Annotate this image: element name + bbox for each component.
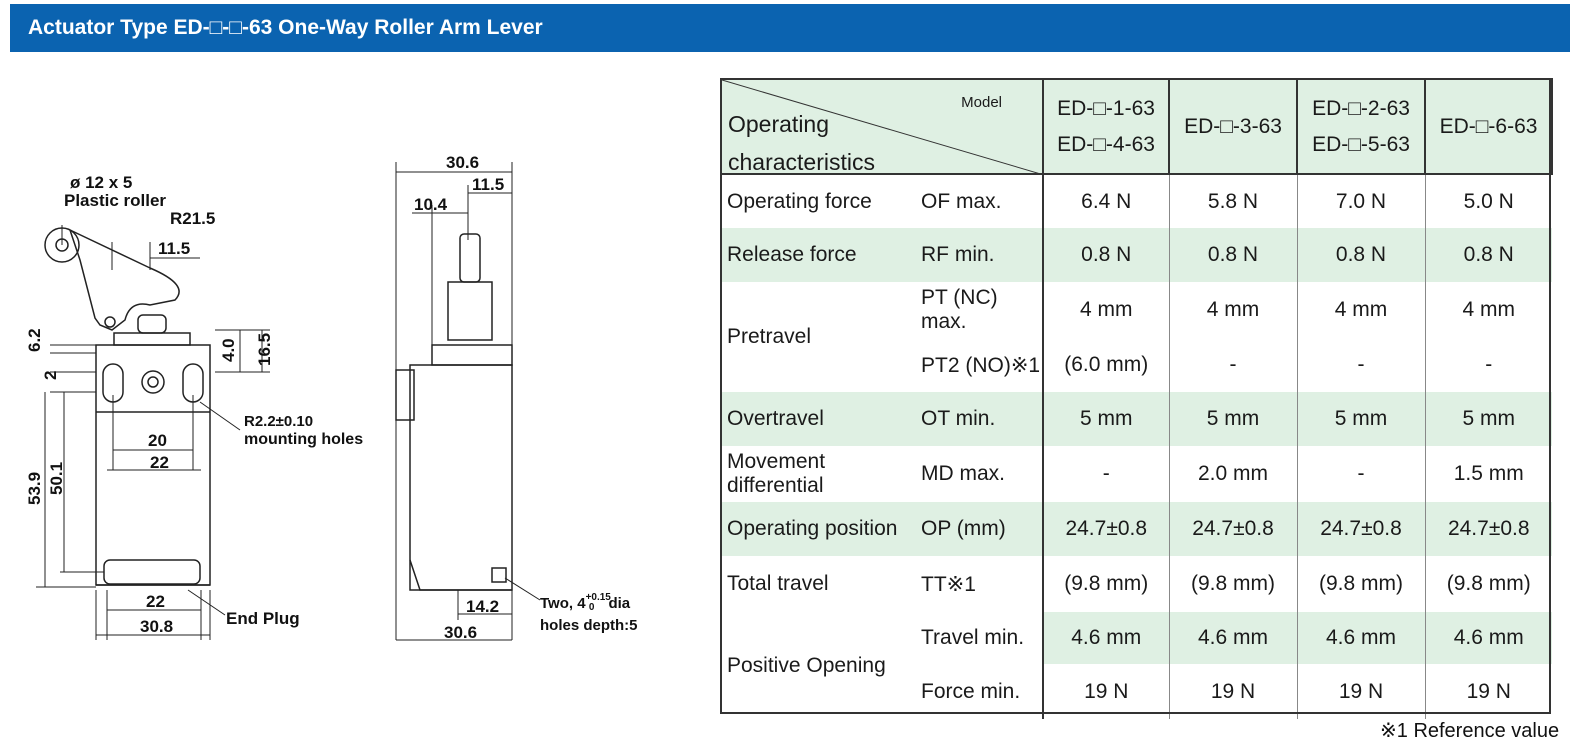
cell-value: -: [1043, 446, 1169, 502]
cell-value: (9.8 mm): [1169, 556, 1297, 612]
row-sublabel: RF min.: [921, 243, 995, 266]
cell-value: 0.8 N: [1169, 228, 1297, 282]
cell-value: 24.7±0.8: [1425, 502, 1552, 556]
row-label: Operating position: [727, 517, 898, 540]
cell-value: 19 N: [1169, 664, 1297, 719]
cell-value: 6.4 N: [1043, 174, 1169, 228]
side-view: [396, 234, 512, 590]
cell-value: 1.5 mm: [1425, 446, 1552, 502]
row-label: Positive Opening: [727, 653, 886, 677]
model-header-2: [1169, 79, 1297, 174]
mount-label: R2.2±0.10: [244, 413, 314, 430]
cell-value: 4.6 mm: [1297, 612, 1425, 664]
dim-30-8: 30.8: [140, 617, 174, 636]
row-sublabel: Force min.: [921, 679, 1021, 703]
row-label: Release force: [727, 243, 857, 266]
footnote: ※1 Reference value: [1380, 720, 1560, 742]
cell-value: -: [1425, 338, 1552, 392]
dim-14-2: 14.2: [466, 597, 500, 616]
cell-value: 4 mm: [1425, 282, 1552, 338]
cell-value: -: [1297, 338, 1425, 392]
dim-20: 20: [148, 431, 167, 450]
dim-6-2: 6.2: [25, 328, 44, 352]
cell-value: 0.8 N: [1043, 228, 1169, 282]
cell-value: 5.0 N: [1425, 174, 1552, 228]
holes-tol-zero: 0: [588, 602, 595, 613]
row-sublabel: PT (NC) max.: [921, 286, 998, 333]
model-2-line1: ED-□-3-63: [1184, 114, 1282, 138]
dim-11-5-side: 11.5: [472, 175, 505, 194]
cell-value: 7.0 N: [1297, 174, 1425, 228]
row-label: Total travel: [727, 572, 829, 595]
cell-value: -: [1297, 446, 1425, 502]
table-row: [721, 282, 1552, 338]
cell-value: 5 mm: [1169, 392, 1297, 446]
dim-53-9: 53.9: [25, 471, 44, 505]
dim-22-lower: 22: [146, 592, 165, 611]
corner-model-label: Model: [961, 94, 1002, 111]
dim-16-5: 16.5: [255, 332, 274, 366]
row-sublabel: PT2 (NO)※1: [921, 353, 1041, 377]
holes-tol-plus: +0.15: [585, 592, 611, 603]
front-view: [45, 228, 210, 585]
roller-label: ø 12 x 5: [70, 173, 133, 192]
table-row: [721, 392, 1552, 446]
table-corner-cell: [721, 79, 1043, 174]
table-row: [721, 228, 1552, 282]
cell-value: 19 N: [1297, 664, 1425, 719]
table-row: [721, 174, 1552, 228]
radius-label: R21.5: [170, 209, 216, 228]
drawing-labels: [25, 153, 638, 642]
model-3-line1: ED-□-2-63: [1312, 96, 1410, 120]
table-row: [721, 556, 1552, 612]
operating-characteristics-table: [720, 78, 1553, 719]
table-row: [721, 502, 1552, 556]
dim-4-0: 4.0: [219, 338, 238, 362]
section-title: Actuator Type ED-□-□-63 One-Way Roller Arm Lever: [28, 16, 543, 39]
model-3-line2: ED-□-5-63: [1312, 132, 1410, 156]
row-label: Operating force: [727, 189, 872, 213]
roller-label-2: Plastic roller: [64, 191, 167, 210]
holes-label: [540, 592, 631, 613]
cell-value: (9.8 mm): [1043, 556, 1169, 612]
dimension-drawing: [0, 60, 700, 660]
cell-value: (9.8 mm): [1425, 556, 1552, 612]
cell-value: 24.7±0.8: [1297, 502, 1425, 556]
section-header: [10, 4, 1570, 52]
cell-value: 4 mm: [1169, 282, 1297, 338]
cell-value: -: [1169, 338, 1297, 392]
dim-50-1: 50.1: [47, 461, 66, 495]
model-header-4: [1425, 79, 1552, 174]
corner-op-line2: characteristics: [728, 149, 875, 175]
row-sublabel: OP (mm): [921, 517, 1006, 540]
cell-value: 19 N: [1425, 664, 1552, 719]
dim-11-5-front: 11.5: [158, 239, 191, 258]
cell-value: 4.6 mm: [1425, 612, 1552, 664]
row-sublabel: OT min.: [921, 407, 996, 430]
row-sublabel: Travel min.: [921, 626, 1025, 649]
cell-value: 0.8 N: [1425, 228, 1552, 282]
cell-value: 5 mm: [1425, 392, 1552, 446]
cell-value: 4 mm: [1043, 282, 1169, 338]
model-1-line1: ED-□-1-63: [1057, 96, 1155, 120]
model-header-1: [1043, 79, 1169, 174]
cell-value: (6.0 mm): [1043, 338, 1169, 392]
holes-label-2: holes depth:5: [540, 617, 638, 634]
cell-value: 4.6 mm: [1043, 612, 1169, 664]
end-plug-label: End Plug: [226, 609, 300, 628]
dim-30-6-top: 30.6: [446, 153, 480, 172]
table-row: [721, 446, 1552, 502]
side-dimension-lines: [396, 162, 540, 640]
cell-value: 5.8 N: [1169, 174, 1297, 228]
model-header-3: [1297, 79, 1425, 174]
dim-2: 2: [41, 370, 60, 380]
table-row: [721, 612, 1552, 664]
cell-value: 0.8 N: [1297, 228, 1425, 282]
corner-op-line1: Operating: [728, 111, 830, 137]
row-label: Pretravel: [727, 325, 812, 348]
row-sublabel: OF max.: [921, 189, 1002, 213]
row-sublabel: MD max.: [921, 462, 1005, 485]
cell-value: 4.6 mm: [1169, 612, 1297, 664]
row-label: Movement differential: [727, 450, 826, 497]
holes-label-prefix: Two, 4: [540, 595, 586, 612]
dim-10-4: 10.4: [414, 195, 448, 214]
row-sublabel: TT※1: [921, 572, 976, 596]
cell-value: 5 mm: [1043, 392, 1169, 446]
table-header-row: [721, 79, 1552, 174]
cell-value: 5 mm: [1297, 392, 1425, 446]
model-4-line1: ED-□-6-63: [1439, 114, 1538, 138]
dim-22-upper: 22: [150, 453, 169, 472]
holes-label-dia: dia: [608, 595, 631, 612]
model-1-line2: ED-□-4-63: [1057, 132, 1155, 156]
cell-value: (9.8 mm): [1297, 556, 1425, 612]
cell-value: 4 mm: [1297, 282, 1425, 338]
cell-value: 19 N: [1043, 664, 1169, 719]
cell-value: 24.7±0.8: [1043, 502, 1169, 556]
cell-value: 2.0 mm: [1169, 446, 1297, 502]
corner-op-label: [728, 105, 875, 181]
row-label: Overtravel: [727, 407, 824, 430]
mount-label-2: mounting holes: [244, 431, 364, 448]
cell-value: 24.7±0.8: [1169, 502, 1297, 556]
dim-30-6-bottom: 30.6: [444, 623, 478, 642]
